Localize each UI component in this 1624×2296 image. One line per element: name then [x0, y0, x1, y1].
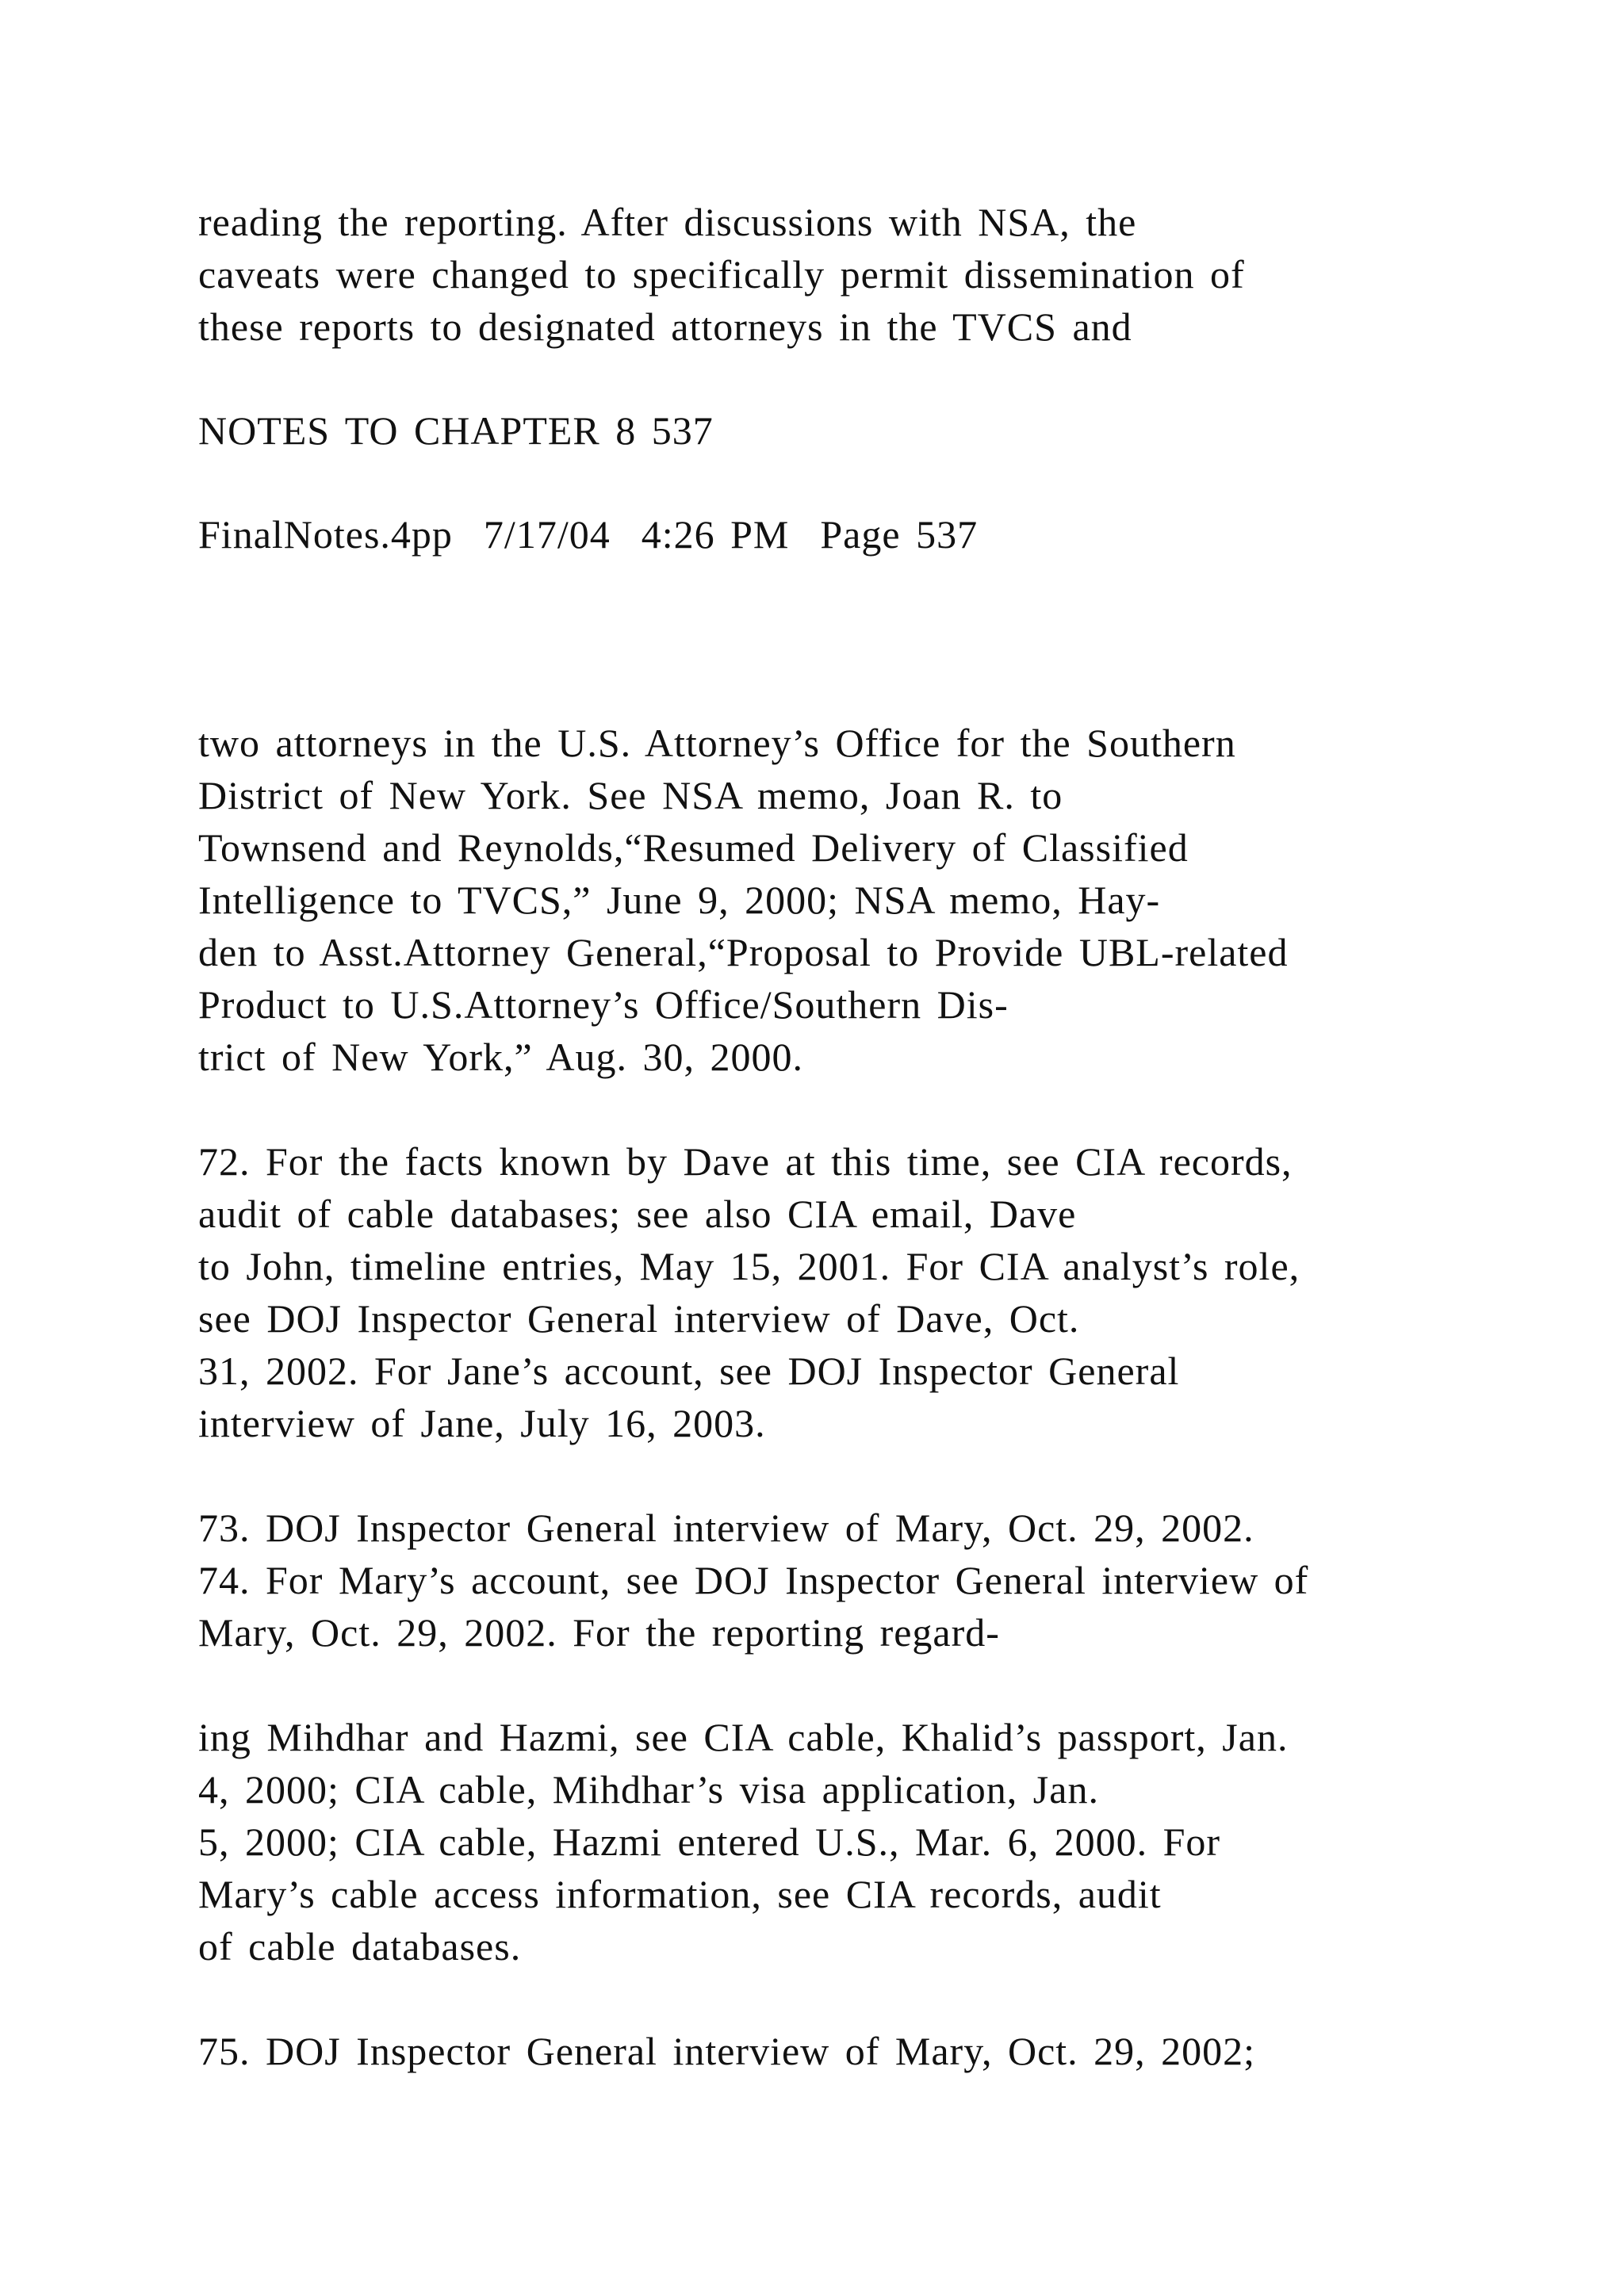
text-line: den to Asst.Attorney General,“Proposal to Provide UBL-related	[198, 930, 1289, 974]
text-line: 31, 2002. For Jane’s account, see DOJ Inspector General	[198, 1349, 1180, 1393]
text-line: Mary’s cable access information, see CIA records, audit	[198, 1872, 1162, 1916]
text-line: to John, timeline entries, May 15, 2001. For CIA analyst’s role,	[198, 1244, 1300, 1288]
text-line: caveats were changed to specifically permit dissemination of	[198, 252, 1245, 297]
text-line: District of New York. See NSA memo, Joan R. to	[198, 773, 1063, 817]
note-72-line: 72. For the facts known by Dave at this time, see CIA records,	[198, 1139, 1293, 1184]
text-line: Product to U.S.Attorney’s Office/Southern Dis-	[198, 982, 1009, 1027]
text-line: Townsend and Reynolds,“Resumed Delivery of Classified	[198, 825, 1189, 870]
text-line: 5, 2000; CIA cable, Hazmi entered U.S., Mar. 6, 2000. For	[198, 1820, 1221, 1864]
note-73-line: 73. DOJ Inspector General interview of Mary, Oct. 29, 2002.	[198, 1506, 1254, 1550]
text-line: see DOJ Inspector General interview of Dave, Oct.	[198, 1296, 1080, 1341]
text-line: trict of New York,” Aug. 30, 2000.	[198, 1035, 804, 1079]
print-slug-line: FinalNotes.4pp 7/17/04 4:26 PM Page 537	[198, 512, 979, 557]
text-line: these reports to designated attorneys in the TVCS and	[198, 304, 1132, 349]
text-line: reading the reporting. After discussions with NSA, the	[198, 200, 1137, 244]
text-line: Intelligence to TVCS,” June 9, 2000; NSA memo, Hay-	[198, 878, 1161, 922]
text-line: Mary, Oct. 29, 2002. For the reporting regard-	[198, 1610, 1000, 1655]
text-line: interview of Jane, July 16, 2003.	[198, 1401, 766, 1445]
text-line: two attorneys in the U.S. Attorney’s Office for the Southern	[198, 721, 1236, 765]
note-74-line: 74. For Mary’s account, see DOJ Inspector General interview of	[198, 1558, 1309, 1602]
note-75-line: 75. DOJ Inspector General interview of Mary, Oct. 29, 2002;	[198, 2029, 1256, 2073]
text-line: ing Mihdhar and Hazmi, see CIA cable, Khalid’s passport, Jan.	[198, 1715, 1289, 1759]
chapter-notes-heading: NOTES TO CHAPTER 8 537	[198, 408, 714, 453]
text-line: of cable databases.	[198, 1924, 522, 1969]
text-line: 4, 2000; CIA cable, Mihdhar’s visa application, Jan.	[198, 1767, 1099, 1812]
text-line: audit of cable databases; see also CIA email, Dave	[198, 1192, 1077, 1236]
